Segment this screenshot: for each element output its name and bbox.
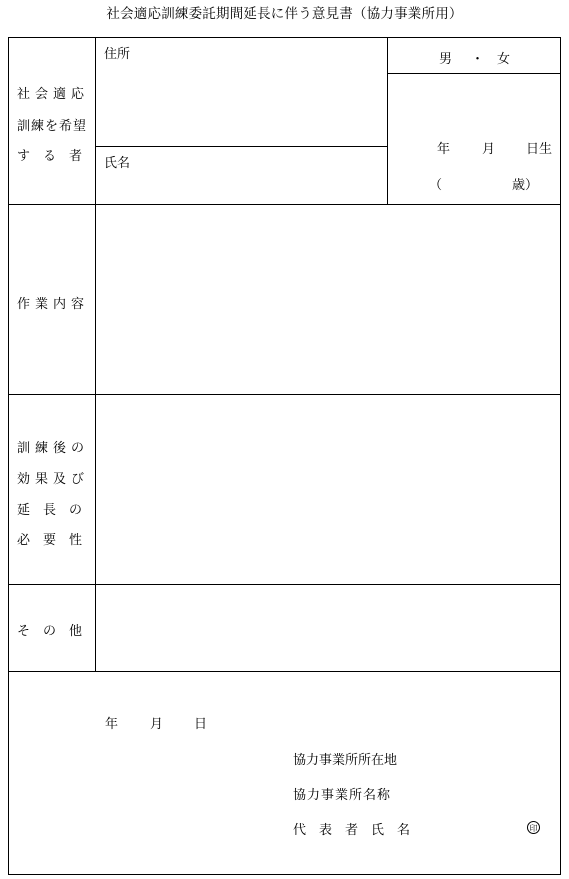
document-title: 社会適応訓練委託期間延長に伴う意見書（協力事業所用）: [106, 6, 463, 22]
divider-other-bottom: [9, 671, 560, 672]
applicant-label-line3: す る 者: [17, 149, 83, 164]
other-label: そ の 他: [17, 624, 83, 639]
divider-address-name: [95, 146, 387, 147]
divider-effect-bottom: [9, 584, 560, 585]
birth-year-label: 年: [437, 142, 451, 157]
address-label: 住所: [104, 47, 131, 62]
effect-label-line3: 延 長 の: [17, 503, 83, 518]
opinion-form: [8, 37, 561, 875]
effect-label-line4: 必 要 性: [17, 533, 83, 548]
company-location-label: 協力事業所所在地: [293, 753, 398, 768]
footer-day-label: 日: [194, 717, 208, 732]
work-content-label: 作業内容: [17, 297, 90, 312]
divider-applicant-bottom: [9, 204, 560, 205]
divider-name-sex: [387, 38, 388, 204]
applicant-label-line2: 訓練を希望: [17, 119, 88, 134]
age-open-paren: （: [429, 178, 443, 193]
company-name-label: 協力事業所名称: [293, 788, 392, 803]
birth-day-label: 日生: [526, 142, 553, 157]
divider-sex-birth: [387, 73, 560, 74]
divider-work-bottom: [9, 394, 560, 395]
age-unit: 歳）: [512, 178, 539, 193]
footer-year-label: 年: [105, 717, 119, 732]
name-label: 氏名: [104, 156, 131, 171]
effect-label-line2: 効果及び: [17, 472, 90, 487]
birth-month-label: 月: [482, 142, 496, 157]
sex-female: 女: [497, 52, 511, 67]
label-column-divider: [95, 38, 96, 672]
seal-mark-icon: 印: [527, 821, 540, 834]
representative-name-label: 代 表 者 氏 名: [293, 823, 411, 838]
applicant-label-line1: 社会適応: [17, 87, 90, 102]
footer-month-label: 月: [150, 717, 164, 732]
effect-label-line1: 訓練後の: [17, 441, 90, 456]
sex-separator: ・: [471, 52, 485, 67]
sex-male: 男: [439, 52, 453, 67]
